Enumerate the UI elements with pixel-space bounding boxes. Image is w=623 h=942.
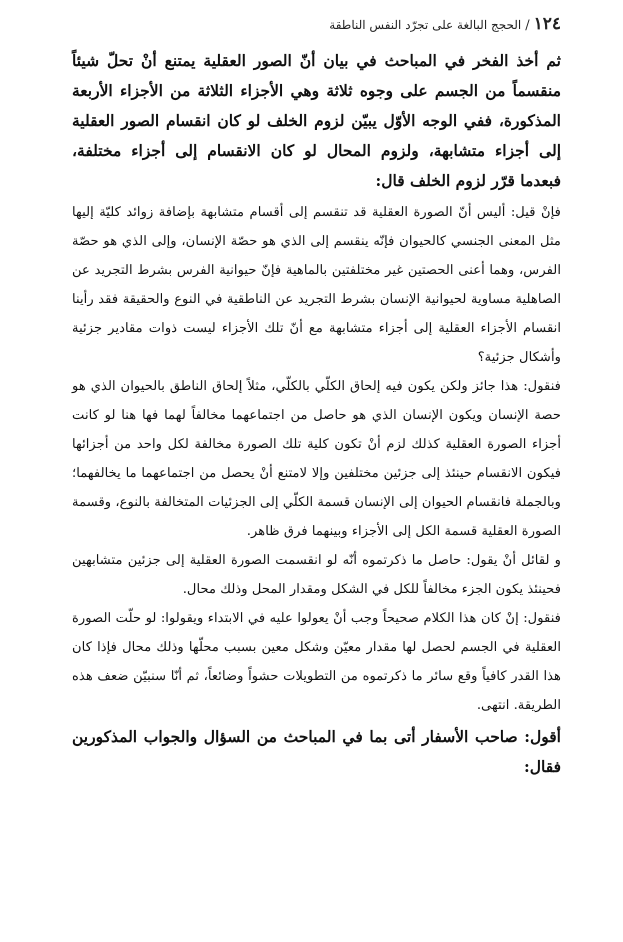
running-header xyxy=(62,14,561,34)
paragraph-author-note: أقول: صاحب الأسفار أتى بما في المباحث من السؤال والجواب المذكورين فقال: xyxy=(72,727,561,776)
paragraph-response: فنقول: إنْ كان هذا الكلام صحيحاً وجب أنْ يعولوا عليه في الابتداء ويقولوا: لو حلّت الصورة العقلية في الجسم لحصل لها مقدار معيّن وشكل معين بسبب محلّها وذلك محال فإذا كان هذا القدر كافياً وقع سائر ما ذكرتموه من التطويلات حشواً وضائعاً، ثم أنّا سنبيّن ضعف هذه الطريقة. انتهى. xyxy=(72,611,561,713)
page-number: ١٢٤ xyxy=(533,14,561,34)
page-body xyxy=(72,46,561,782)
paragraph-objection: فإنْ قيل: أليس أنّ الصورة العقلية قد تنقسم إلى أقسام متشابهة بإضافة زوائد كليّة إليها مثل المعنى الجنسي كالحيوان فإنّه ينقسم إلى الذي هو حصّة الإنسان، وإلى الذي هو حصّة الفرس، وهما أعنى الحصتين غير مختلفتين بالماهية فإنّ حيوانية الفرس بشرط التجريد عن الصاهلية مساوية لحيوانية الإنسان بشرط التجريد عن الناطقية في النوع والحقيقة فقد رأينا انقسام الأجزاء العقلية إلى أجزاء متشابهة مع أنّ تلك الأجزاء ليست ذوات مقادير جزئية وأشكال جزئية؟ xyxy=(72,205,561,365)
paragraph-intro: ثم أخذ الفخر في المباحث في بيان أنّ الصور العقلية يمتنع أنْ تحلّ شيئاً منقسماً من الجسم على وجوه ثلاثة وهي الأجزاء الثلاثة من الأجزاء الأربعة المذكورة، ففي الوجه الأوّل يبيّن لزوم الخلف لو كان انقسام الصور العقلية إلى أجزاء متشابهة، ولزوم المحال لو كان الانقسام إلى أجزاء مختلفة، فبعدما قرّر لزوم الخلف قال: xyxy=(72,51,561,190)
running-title: الحجج البالغة على تجرّد النفس الناطقة xyxy=(329,18,522,32)
header-separator: / xyxy=(525,18,530,33)
paragraph-counter: و لقائل أنْ يقول: حاصل ما ذكرتموه أنّه لو انقسمت الصورة العقلية إلى جزئين متشابهين فحينئذ يكون الجزء مخالفاً للكل في الشكل ومقدار المحل وذلك محال. xyxy=(72,553,561,597)
paragraph-reply: فنقول: هذا جائز ولكن يكون فيه إلحاق الكلّي بالكلّي، مثلاً إلحاق الناطق بالحيوان الذي هو حصة الإنسان ويكون الإنسان الذي هو حاصل من اجتماعهما مخالفاً لهما فها هنا لو كانت أجزاء الصورة العقلية كذلك لزم أنْ تكون كلية تلك الصورة مخالفة لكل واحد من أجزائها فيكون الانقسام حينئذ إلى جزئين مختلفين وإلا لامتنع أنْ يحصل من اجتماعهما ما يخالفهما؛ وبالجملة فانقسام الحيوان إلى الإنسان قسمة الكلّي إلى الجزئيات المتخالفة بالنوع، وقسمة الصورة العقلية قسمة الكل إلى الأجزاء وبينهما فرق ظاهر. xyxy=(72,379,561,539)
